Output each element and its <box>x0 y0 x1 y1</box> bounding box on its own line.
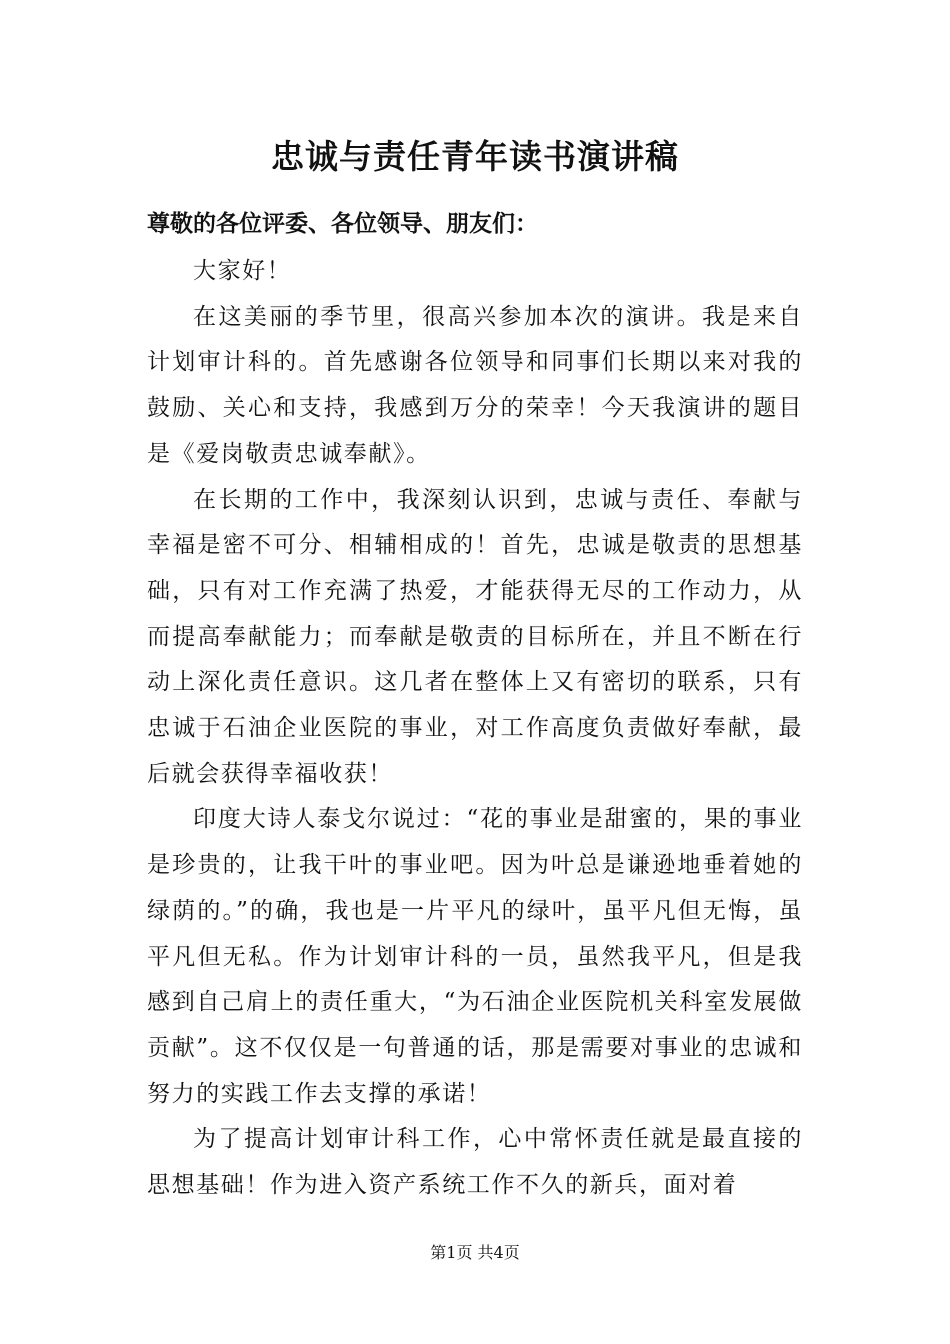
paragraph-tagore-quote: 印度大诗人泰戈尔说过：“花的事业是甜蜜的，果的事业是珍贵的，让我干叶的事业吧。因为叶总是谦逊地垂着她的绿荫的。”的确，我也是一片平凡的绿叶，虽平凡但无悔，虽平凡但无私。作为计划审计科的一员，虽然我平凡，但是我感到自己肩上的责任重大，“为石油企业医院机关科室发展做贡献”。这不仅仅是一句普通的话，那是需要对事业的忠诚和努力的实践工作去支撑的承诺！ <box>147 806 803 1107</box>
paragraph-greeting: 大家好！ <box>193 258 292 284</box>
document-title: 忠诚与责任青年读书演讲稿 <box>271 137 679 176</box>
paragraph-introduction: 在这美丽的季节里，很高兴参加本次的演讲。我是来自计划审计科的。首先感谢各位领导和同事们长期以来对我的鼓励、关心和支持，我感到万分的荣幸！今天我演讲的题目是《爱岗敬责忠诚奉献》。 <box>147 303 803 467</box>
paragraph-loyalty-responsibility: 在长期的工作中，我深刻认识到，忠诚与责任、奉献与幸福是密不可分、相辅相成的！首先，忠诚是敬责的思想基础，只有对工作充满了热爱，才能获得无尽的工作动力，从而提高奉献能力；而奉献是敬责的目标所在，并且不断在行动上深化责任意识。这几者在整体上又有密切的联系，只有忠诚于石油企业医院的事业，对工作高度负责做好奉献，最后就会获得幸福收获！ <box>147 486 803 787</box>
paragraph-work-improvement: 为了提高计划审计科工作，心中常怀责任就是最直接的思想基础！作为进入资产系统工作不久的新兵，面对着 <box>147 1126 803 1199</box>
salutation: 尊敬的各位评委、各位领导、朋友们： <box>147 210 538 237</box>
document-body <box>147 249 803 1209</box>
page-number-footer: 第1页 共4页 <box>430 1243 520 1262</box>
